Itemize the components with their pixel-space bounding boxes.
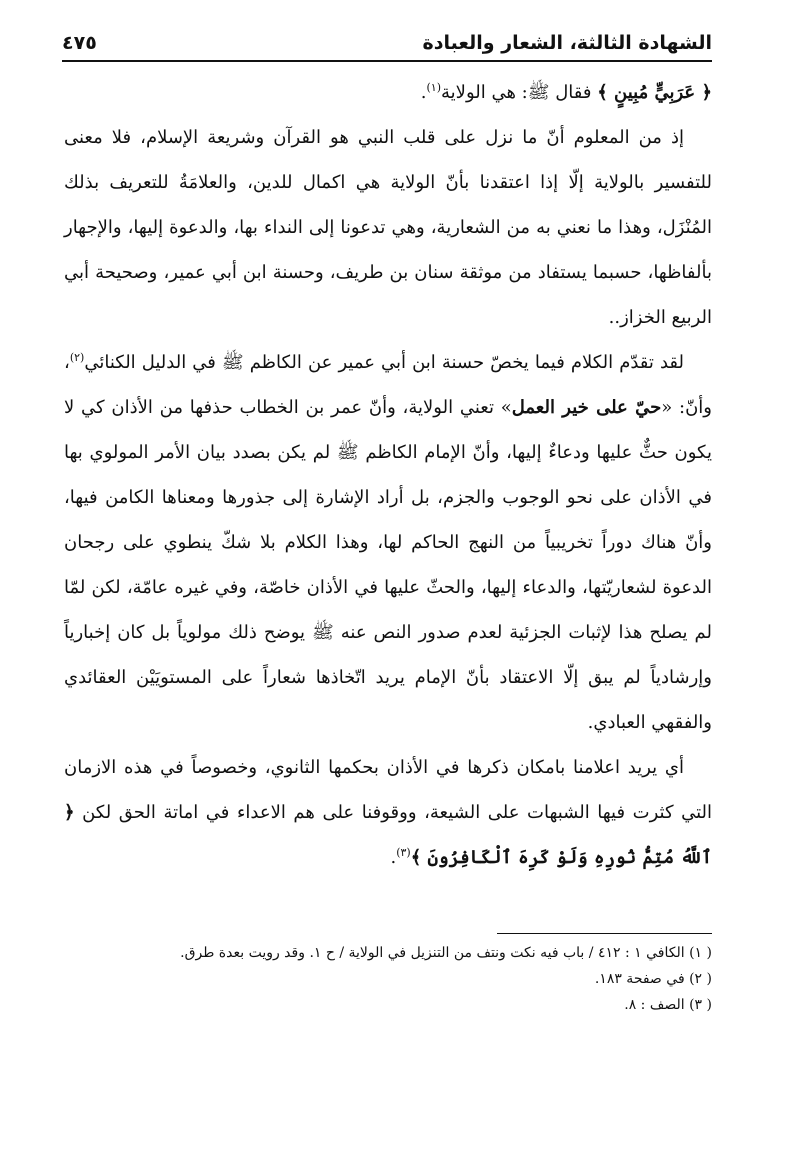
- paragraph-3: [64, 340, 712, 745]
- paragraph-text: ، وأنّ: «: [64, 352, 712, 418]
- footnote-3: ( ٣) الصف : ٨.: [624, 997, 712, 1013]
- footnotes: [64, 940, 712, 1018]
- paragraph-4: [64, 745, 712, 880]
- footnote-2: ( ٢) في صفحة ١٨٣.: [594, 971, 712, 987]
- sentence-end: .: [420, 82, 427, 103]
- footnote-ref-3[interactable]: (٣): [396, 846, 411, 859]
- footnote-divider: [497, 933, 712, 934]
- quran-verse: ﴿ عَرَبِيٍّ مُبِينٍ ﴾: [597, 82, 712, 103]
- paragraph-text: فقال ﷺ: هي الولاية: [441, 82, 598, 103]
- running-header: [62, 26, 712, 60]
- paragraph-1: [64, 70, 712, 115]
- paragraph-text: أي يريد اعلامنا بامكان ذكرها في الأذان بحكمها الثانوي، وخصوصاً في هذه الازمان التي كثرت فيها الشبهات على الشيعة، ووقوفنا على هم الاعداء في اماتة الحق لكن: [64, 757, 712, 823]
- bold-phrase: حيّ على خير العمل: [511, 397, 662, 418]
- quran-verse: ﴿ ٱللَّهُ مُتِمُّ نُورِهِ وَلَوْ كَرِهَ ٱلْكَافِرُونَ ﴾: [64, 802, 712, 868]
- footnote-1: ( ١) الكافي ١ : ٤١٢ / باب فيه نكت ونتف من التنزيل في الولاية / ح ١. وقد رويت بعدة طرق.: [180, 945, 712, 961]
- chapter-title: الشهادة الثالثة، الشعار والعبادة: [422, 32, 712, 54]
- paragraph-text: لقد تقدّم الكلام فيما يخصّ حسنة ابن أبي عمير عن الكاظم ﷺ في الدليل الكنائي: [84, 352, 684, 373]
- paragraph-2: إذ من المعلوم أنّ ما نزل على قلب النبي هو القرآن وشريعة الإسلام، فلا معنى للتفسير بالولاية إلّا إذا اعتقدنا بأنّ الولاية هي اكمال للدين، والعلامَةُ للتعريف بذلك المُنْزَل، وهذا ما نعني به من الشعارية، وهي تدعونا إلى النداء بها، والدعوة إليها، والإجهار بألفاظها، حسبما يستفاد من موثقة سنان بن طريف، وحسنة ابن أبي عمير، وصحيحة أبي الربيع الخزاز..: [64, 127, 712, 328]
- footnote-ref-1[interactable]: (١): [426, 81, 442, 94]
- footnote-ref-2[interactable]: (٢): [69, 351, 85, 364]
- header-divider: [62, 60, 712, 62]
- page-number: ٤٧٥: [62, 32, 97, 54]
- sentence-end: .: [390, 847, 397, 868]
- paragraph-text: » تعني الولاية، وأنّ عمر بن الخطاب حذفها من الأذان كي لا يكون حثٌّ عليها ودعاءٌ إليها، وأنّ الإمام الكاظم ﷺ لم يكن بصدد بيان الأمر المولوي بها في الأذان على نحو الوجوب والجزم، بل أراد الإشارة إلى جذورها ومعناها الكامن فيها، وأنّ هناك دوراً تخريبياً من النهج الحاكم لها، وهذا الكلام بلا شكّ ينطوي على رجحان الدعوة لشعاريّتها، والدعاء إليها، والحثّ عليها في الأذان خاصّة، وفي غيره عامّة، لكن لمّا لم يصلح هذا لإثبات الجزئية لعدم صدور النص عنه ﷺ يوضح ذلك مولوياً بل كان إخبارياً وإرشادياً لم يبق إلّا الاعتقاد بأنّ الإمام يريد اتّخاذها شعاراً على المستويَيْن العقائدي والفقهي العبادي.: [64, 397, 712, 733]
- main-text: [64, 70, 712, 880]
